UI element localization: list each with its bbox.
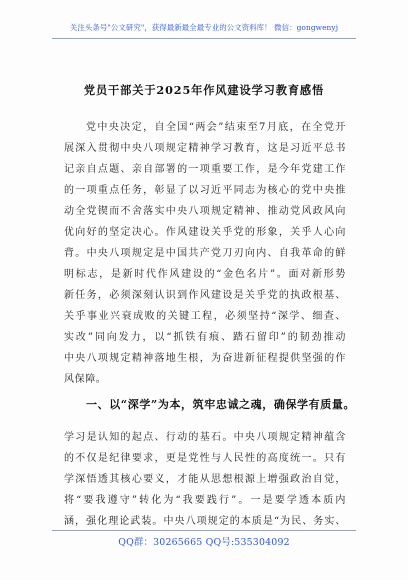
paragraph-line: 实改”同向发力，以“抓铁有痕、踏石留印”的韧劲推动 bbox=[64, 332, 346, 343]
footer-divider bbox=[52, 530, 356, 531]
paragraph-line: 学深悟透其核心要义，才能从思想根源上增强政治自觉， bbox=[64, 474, 346, 485]
document-title: 党员干部关于2025年作风建设学习教育感悟 bbox=[83, 83, 325, 97]
paragraph-line: 新任务，必须深刻认识到作风建设是关乎党的执政根基、 bbox=[64, 290, 346, 301]
paragraph-line: 明标志，是新时代作风建设的“金色名片”。面对新形势 bbox=[64, 269, 346, 280]
paragraph-line: 背。中央八项规定是中国共产党刀刃向内、自我革命的鲜 bbox=[64, 248, 346, 259]
section-heading: 一、以“深学”为本，筑牢忠诚之魂，确保学有质量。 bbox=[86, 398, 356, 411]
paragraph-line: 记亲自点题、亲自部署的一项重要工作，是今年党建工作 bbox=[64, 164, 346, 175]
paragraph-line: 风保障。 bbox=[64, 374, 107, 385]
header-divider bbox=[52, 38, 356, 39]
paragraph-line: 关乎事业兴衰成败的关键工程，必须坚持“深学、细查、 bbox=[64, 311, 346, 322]
footer-contact: QQ群：30265665 QQ号:535304092 bbox=[118, 537, 290, 548]
paragraph-line: 中央八项规定精神落地生根，为奋进新征程提供坚强的作 bbox=[64, 353, 346, 364]
paragraph-line: 的一项重点任务，彰显了以习近平同志为核心的党中央推 bbox=[64, 185, 346, 196]
paragraph-line: 展深入贯彻中央八项规定精神学习教育，这是习近平总书 bbox=[64, 143, 346, 154]
paragraph-line: 党中央决定，自全国“两会”结束至7月底，在全党开 bbox=[86, 122, 346, 133]
paragraph-line: 的不仅是纪律要求，更是党性与人民性的高度统一。只有 bbox=[64, 453, 346, 464]
paragraph-line: 将“要我遵守”转化为“我要践行”。一是要学透本质内 bbox=[64, 495, 346, 506]
paragraph-line: 动全党锲而不舍落实中央八项规定精神、推动党风政风向 bbox=[64, 206, 346, 217]
paragraph-line: 学习是认知的起点、行动的基石。中央八项规定精神蕴含 bbox=[64, 432, 346, 443]
paragraph-line: 涵，强化理论武装。中央八项规定的本质是“为民、务实、 bbox=[64, 516, 346, 527]
header-banner: 关注头条号"公文研究"，获得最新最全最专业的公文资料库！ 微信：gongwenyj bbox=[69, 23, 339, 32]
paragraph-line: 优向好的坚定决心。作风建设关乎党的形象，关乎人心向 bbox=[64, 227, 346, 238]
